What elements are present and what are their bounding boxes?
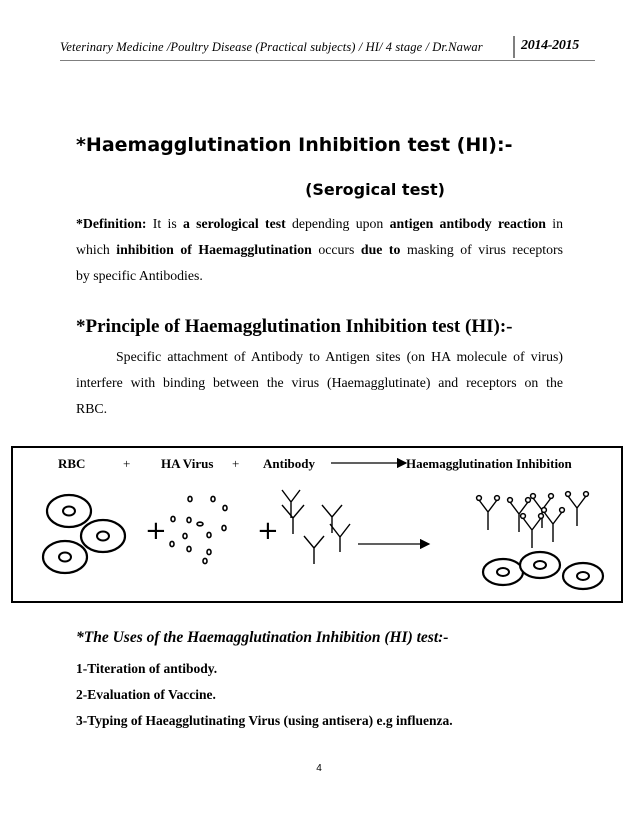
header-rule — [60, 60, 595, 61]
page-title: *Haemagglutination Inhibition test (HI):- — [76, 134, 513, 156]
principle-line: RBC. — [76, 401, 108, 416]
big-plus: + — [145, 516, 167, 546]
rbc-label: RBC — [58, 456, 86, 471]
antibody-label: Antibody — [263, 456, 316, 471]
definition-bold: inhibition of Haemagglutination — [116, 242, 312, 257]
principle-line: Specific attachment of Antibody to Antigen sites (on HA molecule of virus) — [116, 349, 563, 364]
principle-line: interfere with binding between the virus (Haemagglutinate) and receptors on the — [76, 375, 563, 390]
definition-text: by specific Antibodies. — [76, 268, 203, 283]
header-year: 2014-2015 — [521, 38, 579, 53]
hi-diagram — [11, 446, 623, 603]
definition-text: masking of virus receptors — [400, 242, 563, 257]
definition-label: *Definition: — [76, 216, 147, 231]
definition-bold: due to — [360, 242, 401, 257]
uses-item: 3-Typing of Haeagglutinating Virus (using antisera) e.g influenza. — [76, 713, 453, 728]
definition-text: depending upon — [285, 216, 390, 231]
header-text: Veterinary Medicine /Poultry Disease (Practical subjects) / HI/ 4 stage / Dr.Nawar — [60, 40, 483, 54]
antibodies — [282, 490, 350, 564]
page-number: 4 — [316, 763, 322, 774]
page-header — [60, 36, 595, 60]
big-plus: + — [257, 516, 279, 546]
uses-item: 1-Titeration of antibody. — [76, 661, 218, 676]
rbc-cell — [563, 563, 603, 589]
header-separator — [513, 36, 515, 58]
uses-item: 2-Evaluation of Vaccine. — [76, 687, 216, 702]
rbc-cell — [81, 520, 125, 552]
definition-text: occurs — [311, 242, 361, 257]
definition-text: which — [76, 242, 117, 257]
bound-antibodies — [479, 496, 586, 548]
rbc-cell — [520, 552, 560, 578]
principle-paragraph — [76, 344, 563, 422]
rbc-cell — [47, 495, 91, 527]
definition-bold: a serological test — [182, 216, 286, 231]
rbc-cell — [483, 559, 523, 585]
ha-virus-label: HA Virus — [161, 456, 214, 471]
diagram-drawing — [13, 448, 621, 601]
page-subtitle: (Serogical test) — [305, 180, 445, 199]
virus-particles — [170, 496, 227, 563]
definition-text: It is — [146, 216, 183, 231]
rbc-cell — [43, 541, 87, 573]
definition-text: in — [545, 216, 563, 231]
principle-heading: *Principle of Haemagglutination Inhibition test (HI):- — [76, 316, 513, 337]
result-label: Haemagglutination Inhibition — [406, 456, 572, 471]
definition-paragraph — [76, 211, 563, 289]
definition-bold: antigen antibody reaction — [389, 216, 546, 231]
plus-label: + — [123, 456, 131, 471]
uses-heading: *The Uses of the Haemagglutination Inhibition (HI) test:- — [76, 629, 449, 646]
plus-label: + — [232, 456, 240, 471]
